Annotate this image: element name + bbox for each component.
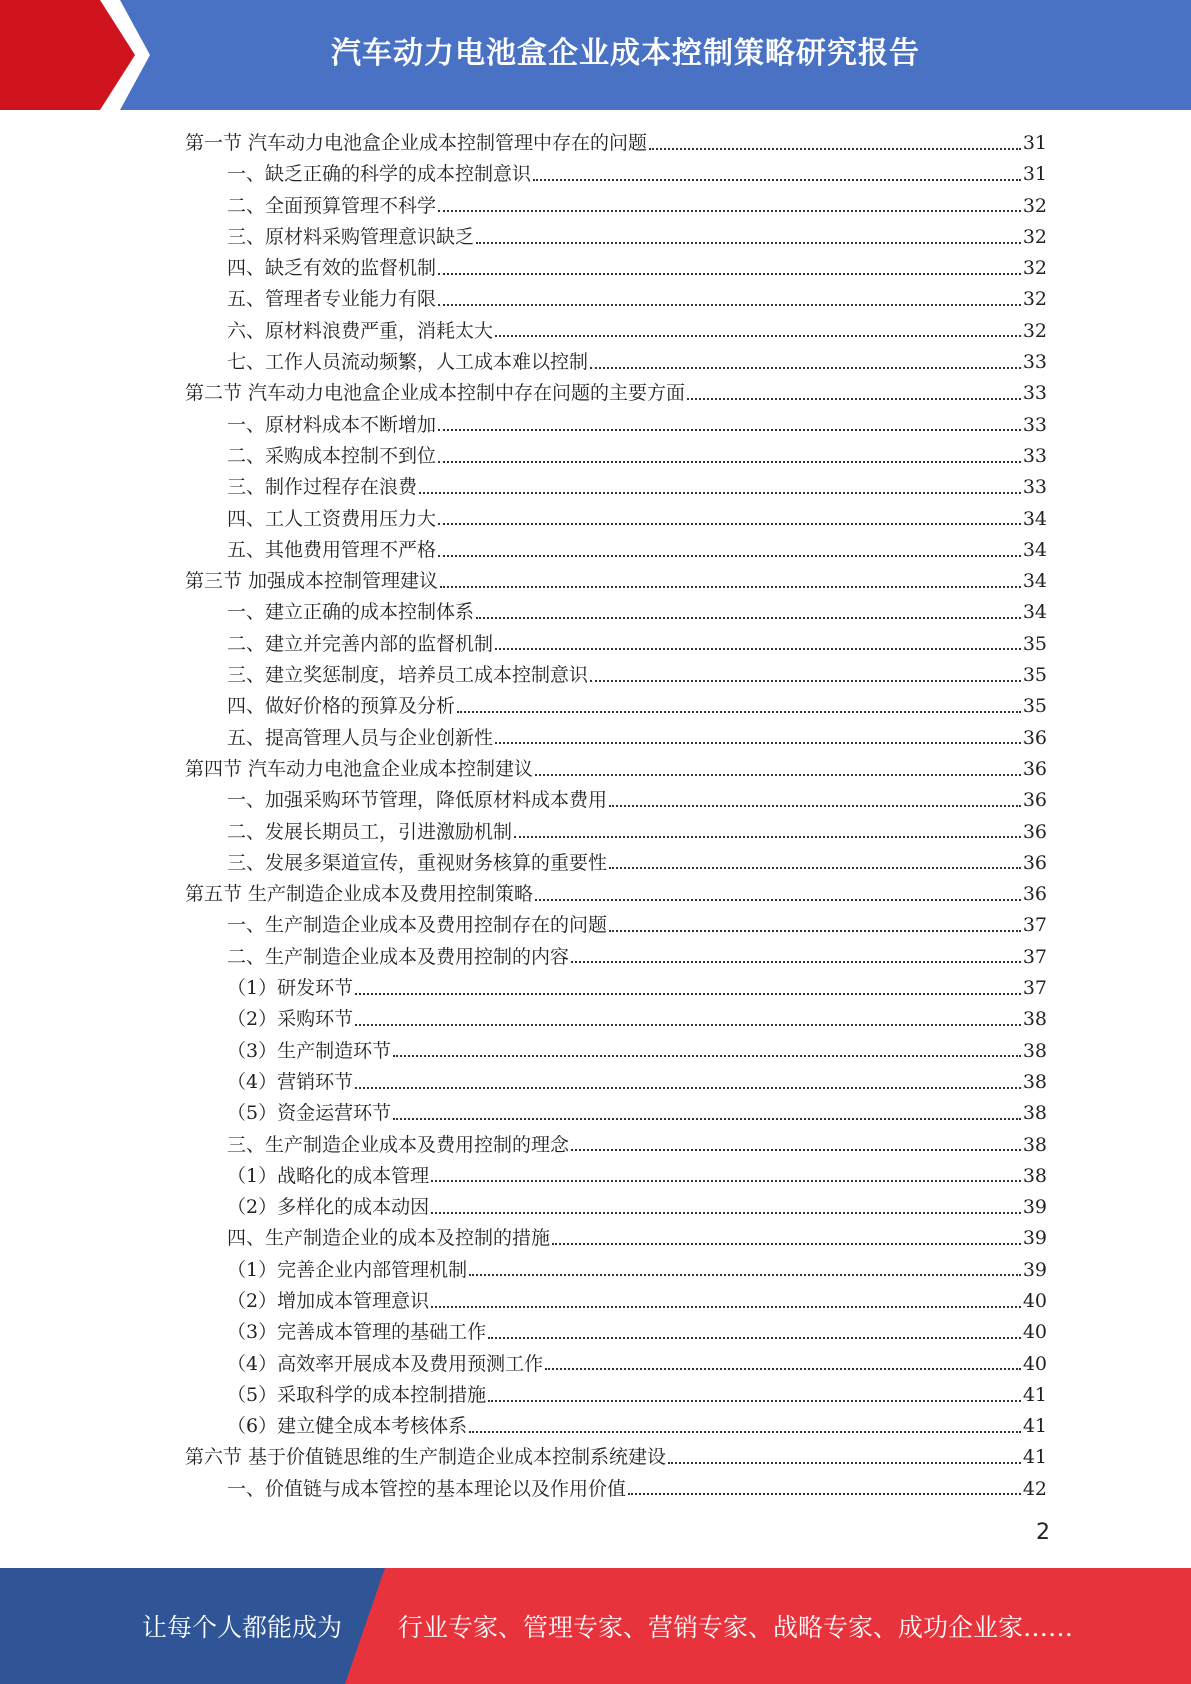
toc-entry-title: 二、发展长期员工，引进激励机制 xyxy=(227,820,513,843)
toc-entry-page: 37 xyxy=(1022,977,1047,1000)
page-footer xyxy=(0,1568,1191,1684)
toc-entry-page: 35 xyxy=(1022,632,1047,655)
toc-entry-title: （1）战略化的成本管理 xyxy=(227,1164,430,1187)
toc-entry-page: 39 xyxy=(1022,1258,1047,1281)
toc-entry[interactable] xyxy=(185,316,1047,347)
toc-entry-title: 四、做好价格的预算及分析 xyxy=(227,695,456,718)
toc-entry-title: （3）完善成本管理的基础工作 xyxy=(227,1321,487,1344)
toc-entry-title: 四、工人工资费用压力大 xyxy=(227,507,437,530)
toc-entry-page: 39 xyxy=(1022,1227,1047,1250)
toc-leader-dots xyxy=(438,461,1021,463)
toc-entry-title: （6）建立健全成本考核体系 xyxy=(227,1415,468,1438)
toc-leader-dots xyxy=(438,304,1021,306)
toc-entry[interactable] xyxy=(185,660,1047,691)
toc-leader-dots xyxy=(431,1212,1021,1214)
toc-entry-title: 五、提高管理人员与企业创新性 xyxy=(227,726,494,749)
toc-entry-page: 42 xyxy=(1022,1477,1047,1500)
toc-entry-title: （5）资金运营环节 xyxy=(227,1102,392,1125)
toc-entry-title: 五、其他费用管理不严格 xyxy=(227,538,437,561)
toc-entry[interactable] xyxy=(185,441,1047,472)
toc-entry[interactable] xyxy=(185,191,1047,222)
toc-entry[interactable] xyxy=(185,410,1047,441)
toc-entry-page: 41 xyxy=(1022,1415,1047,1438)
toc-entry-page: 32 xyxy=(1022,257,1047,280)
toc-leader-dots xyxy=(438,429,1021,431)
toc-entry-page: 38 xyxy=(1022,1039,1047,1062)
toc-leader-dots xyxy=(571,1149,1021,1151)
toc-entry[interactable] xyxy=(185,566,1047,597)
toc-entry[interactable] xyxy=(185,973,1047,1004)
toc-entry[interactable] xyxy=(185,1255,1047,1286)
toc-leader-dots xyxy=(476,242,1021,244)
toc-entry-title: （5）采取科学的成本控制措施 xyxy=(227,1383,487,1406)
toc-entry-title: 二、生产制造企业成本及费用控制的内容 xyxy=(227,945,570,968)
toc-entry[interactable] xyxy=(185,942,1047,973)
toc-entry[interactable] xyxy=(185,785,1047,816)
toc-entry-title: 第一节 汽车动力电池盒企业成本控制管理中存在的问题 xyxy=(185,132,648,154)
toc-leader-dots xyxy=(590,680,1021,682)
toc-entry-page: 36 xyxy=(1022,726,1047,749)
toc-leader-dots xyxy=(535,899,1021,901)
toc-entry-page: 37 xyxy=(1022,945,1047,968)
toc-entry[interactable] xyxy=(185,1067,1047,1098)
toc-leader-dots xyxy=(495,648,1021,650)
toc-leader-dots xyxy=(514,836,1021,838)
toc-leader-dots xyxy=(355,1024,1021,1026)
toc-entry[interactable] xyxy=(185,1380,1047,1411)
toc-entry-title: （2）增加成本管理意识 xyxy=(227,1289,430,1312)
toc-entry-title: 第六节 基于价值链思维的生产制造企业成本控制系统建设 xyxy=(185,1446,667,1469)
toc-leader-dots xyxy=(488,1400,1021,1402)
toc-entry-page: 34 xyxy=(1022,601,1047,624)
toc-entry[interactable] xyxy=(185,910,1047,941)
toc-entry[interactable] xyxy=(185,1286,1047,1317)
toc-entry-title: 一、生产制造企业成本及费用控制存在的问题 xyxy=(227,914,608,937)
toc-entry-title: 五、管理者专业能力有限 xyxy=(227,288,437,311)
toc-entry-title: 三、生产制造企业成本及费用控制的理念 xyxy=(227,1133,570,1156)
toc-entry-page: 33 xyxy=(1022,476,1047,499)
toc-entry-page: 41 xyxy=(1022,1383,1047,1406)
toc-entry[interactable] xyxy=(185,1442,1047,1473)
toc-entry-page: 31 xyxy=(1022,132,1047,154)
toc-leader-dots xyxy=(649,148,1021,150)
toc-entry[interactable] xyxy=(185,284,1047,315)
toc-leader-dots xyxy=(476,617,1021,619)
toc-entry-page: 32 xyxy=(1022,319,1047,342)
toc-entry-page: 32 xyxy=(1022,194,1047,217)
toc-entry-title: 二、全面预算管理不科学 xyxy=(227,194,437,217)
toc-entry[interactable] xyxy=(185,754,1047,785)
toc-leader-dots xyxy=(609,930,1021,932)
toc-entry-page: 40 xyxy=(1022,1289,1047,1312)
toc-entry-page: 33 xyxy=(1022,413,1047,436)
toc-entry[interactable] xyxy=(185,1223,1047,1254)
toc-entry-page: 36 xyxy=(1022,851,1047,874)
toc-entry-title: （2）多样化的成本动因 xyxy=(227,1196,430,1219)
toc-leader-dots xyxy=(495,335,1021,337)
toc-entry[interactable] xyxy=(185,128,1047,159)
toc-entry-page: 41 xyxy=(1022,1446,1047,1469)
toc-entry-page: 35 xyxy=(1022,664,1047,687)
toc-entry[interactable] xyxy=(185,879,1047,910)
toc-entry-title: 一、缺乏正确的科学的成本控制意识 xyxy=(227,163,532,186)
toc-entry-page: 35 xyxy=(1022,695,1047,718)
toc-entry[interactable] xyxy=(185,1130,1047,1161)
toc-leader-dots xyxy=(545,1368,1021,1370)
toc-leader-dots xyxy=(431,1180,1021,1182)
table-of-contents xyxy=(185,128,1047,1505)
footer-slogan-left: 让每个人都能成为 xyxy=(142,1613,343,1642)
toc-leader-dots xyxy=(438,210,1021,212)
toc-entry[interactable] xyxy=(185,1098,1047,1129)
toc-entry-title: 六、原材料浪费严重，消耗太大 xyxy=(227,319,494,342)
toc-entry[interactable] xyxy=(185,629,1047,660)
toc-leader-dots xyxy=(393,1118,1021,1120)
page-header xyxy=(0,0,1191,110)
toc-leader-dots xyxy=(438,555,1021,557)
toc-entry-title: （4）高效率开展成本及费用预测工作 xyxy=(227,1352,544,1375)
toc-entry-page: 36 xyxy=(1022,789,1047,812)
toc-leader-dots xyxy=(457,711,1021,713)
toc-entry[interactable] xyxy=(185,723,1047,754)
toc-leader-dots xyxy=(488,1337,1021,1339)
toc-leader-dots xyxy=(668,1462,1021,1464)
toc-leader-dots xyxy=(687,398,1021,400)
toc-entry-page: 36 xyxy=(1022,757,1047,780)
toc-entry-page: 33 xyxy=(1022,444,1047,467)
toc-entry-title: 一、建立正确的成本控制体系 xyxy=(227,601,475,624)
toc-entry-title: 二、采购成本控制不到位 xyxy=(227,444,437,467)
toc-leader-dots xyxy=(590,367,1021,369)
toc-leader-dots xyxy=(355,993,1021,995)
toc-entry-page: 36 xyxy=(1022,883,1047,906)
toc-leader-dots xyxy=(495,742,1021,744)
toc-leader-dots xyxy=(438,273,1021,275)
toc-entry[interactable] xyxy=(185,1474,1047,1505)
toc-entry[interactable] xyxy=(185,817,1047,848)
toc-entry-title: 四、生产制造企业的成本及控制的措施 xyxy=(227,1227,551,1250)
toc-entry[interactable] xyxy=(185,347,1047,378)
toc-entry-title: （2）采购环节 xyxy=(227,1008,354,1031)
toc-entry-title: 七、工作人员流动频繁，人工成本难以控制 xyxy=(227,351,589,374)
toc-entry-page: 31 xyxy=(1022,163,1047,186)
toc-entry[interactable] xyxy=(185,1004,1047,1035)
toc-entry-title: 三、制作过程存在浪费 xyxy=(227,476,418,499)
toc-entry-page: 37 xyxy=(1022,914,1047,937)
toc-leader-dots xyxy=(419,492,1021,494)
toc-entry-page: 38 xyxy=(1022,1133,1047,1156)
toc-entry-title: 一、原材料成本不断增加 xyxy=(227,413,437,436)
toc-entry-title: （3）生产制造环节 xyxy=(227,1039,392,1062)
toc-entry[interactable] xyxy=(185,535,1047,566)
toc-leader-dots xyxy=(355,1087,1021,1089)
toc-entry-page: 34 xyxy=(1022,570,1047,593)
toc-entry[interactable] xyxy=(185,691,1047,722)
toc-entry-title: 三、建立奖惩制度，培养员工成本控制意识 xyxy=(227,664,589,687)
toc-entry-page: 36 xyxy=(1022,820,1047,843)
toc-leader-dots xyxy=(571,961,1021,963)
toc-entry-title: （4）营销环节 xyxy=(227,1070,354,1093)
toc-leader-dots xyxy=(431,1306,1021,1308)
toc-entry-page: 34 xyxy=(1022,507,1047,530)
toc-entry-title: （1）完善企业内部管理机制 xyxy=(227,1258,468,1281)
toc-leader-dots xyxy=(469,1274,1021,1276)
toc-entry-page: 39 xyxy=(1022,1196,1047,1219)
toc-entry-title: 一、价值链与成本管控的基本理论以及作用价值 xyxy=(227,1477,627,1500)
toc-entry[interactable] xyxy=(185,504,1047,535)
toc-entry[interactable] xyxy=(185,1411,1047,1442)
toc-leader-dots xyxy=(609,867,1021,869)
toc-entry-page: 32 xyxy=(1022,225,1047,248)
page-number: 2 xyxy=(1036,1520,1050,1545)
toc-entry-page: 38 xyxy=(1022,1164,1047,1187)
toc-entry-page: 38 xyxy=(1022,1008,1047,1031)
toc-entry[interactable] xyxy=(185,159,1047,190)
toc-leader-dots xyxy=(393,1055,1021,1057)
toc-entry-page: 40 xyxy=(1022,1321,1047,1344)
toc-entry[interactable] xyxy=(185,1192,1047,1223)
toc-entry[interactable] xyxy=(185,472,1047,503)
toc-entry-title: 第四节 汽车动力电池盒企业成本控制建议 xyxy=(185,757,534,780)
toc-entry-page: 38 xyxy=(1022,1070,1047,1093)
toc-entry-title: 第五节 生产制造企业成本及费用控制策略 xyxy=(185,883,534,906)
toc-entry[interactable] xyxy=(185,378,1047,409)
toc-entry-title: 一、加强采购环节管理，降低原材料成本费用 xyxy=(227,789,608,812)
toc-entry[interactable] xyxy=(185,222,1047,253)
toc-entry-title: 三、原材料采购管理意识缺乏 xyxy=(227,225,475,248)
toc-leader-dots xyxy=(438,523,1021,525)
toc-entry-title: （1）研发环节 xyxy=(227,977,354,1000)
toc-entry-title: 第二节 汽车动力电池盒企业成本控制中存在问题的主要方面 xyxy=(185,382,686,405)
toc-entry[interactable] xyxy=(185,253,1047,284)
toc-entry[interactable] xyxy=(185,1161,1047,1192)
toc-entry[interactable] xyxy=(185,1036,1047,1067)
toc-entry-title: 第三节 加强成本控制管理建议 xyxy=(185,570,439,593)
report-title: 汽车动力电池盒企业成本控制策略研究报告 xyxy=(331,36,920,71)
toc-entry-page: 33 xyxy=(1022,382,1047,405)
toc-leader-dots xyxy=(535,774,1021,776)
toc-entry-page: 40 xyxy=(1022,1352,1047,1375)
toc-leader-dots xyxy=(628,1493,1021,1495)
toc-leader-dots xyxy=(533,179,1021,181)
toc-entry[interactable] xyxy=(185,1317,1047,1348)
footer-slogan-right: 行业专家、管理专家、营销专家、战略专家、成功企业家…… xyxy=(398,1613,1074,1642)
toc-leader-dots xyxy=(440,586,1021,588)
toc-entry-title: 二、建立并完善内部的监督机制 xyxy=(227,632,494,655)
toc-leader-dots xyxy=(609,805,1021,807)
toc-entry-title: 三、发展多渠道宣传，重视财务核算的重要性 xyxy=(227,851,608,874)
toc-leader-dots xyxy=(552,1243,1021,1245)
toc-entry-page: 34 xyxy=(1022,538,1047,561)
toc-leader-dots xyxy=(469,1431,1021,1433)
toc-entry[interactable] xyxy=(185,597,1047,628)
toc-entry-title: 四、缺乏有效的监督机制 xyxy=(227,257,437,280)
toc-entry[interactable] xyxy=(185,848,1047,879)
toc-entry-page: 33 xyxy=(1022,351,1047,374)
toc-entry[interactable] xyxy=(185,1349,1047,1380)
toc-entry-page: 32 xyxy=(1022,288,1047,311)
toc-entry-page: 38 xyxy=(1022,1102,1047,1125)
